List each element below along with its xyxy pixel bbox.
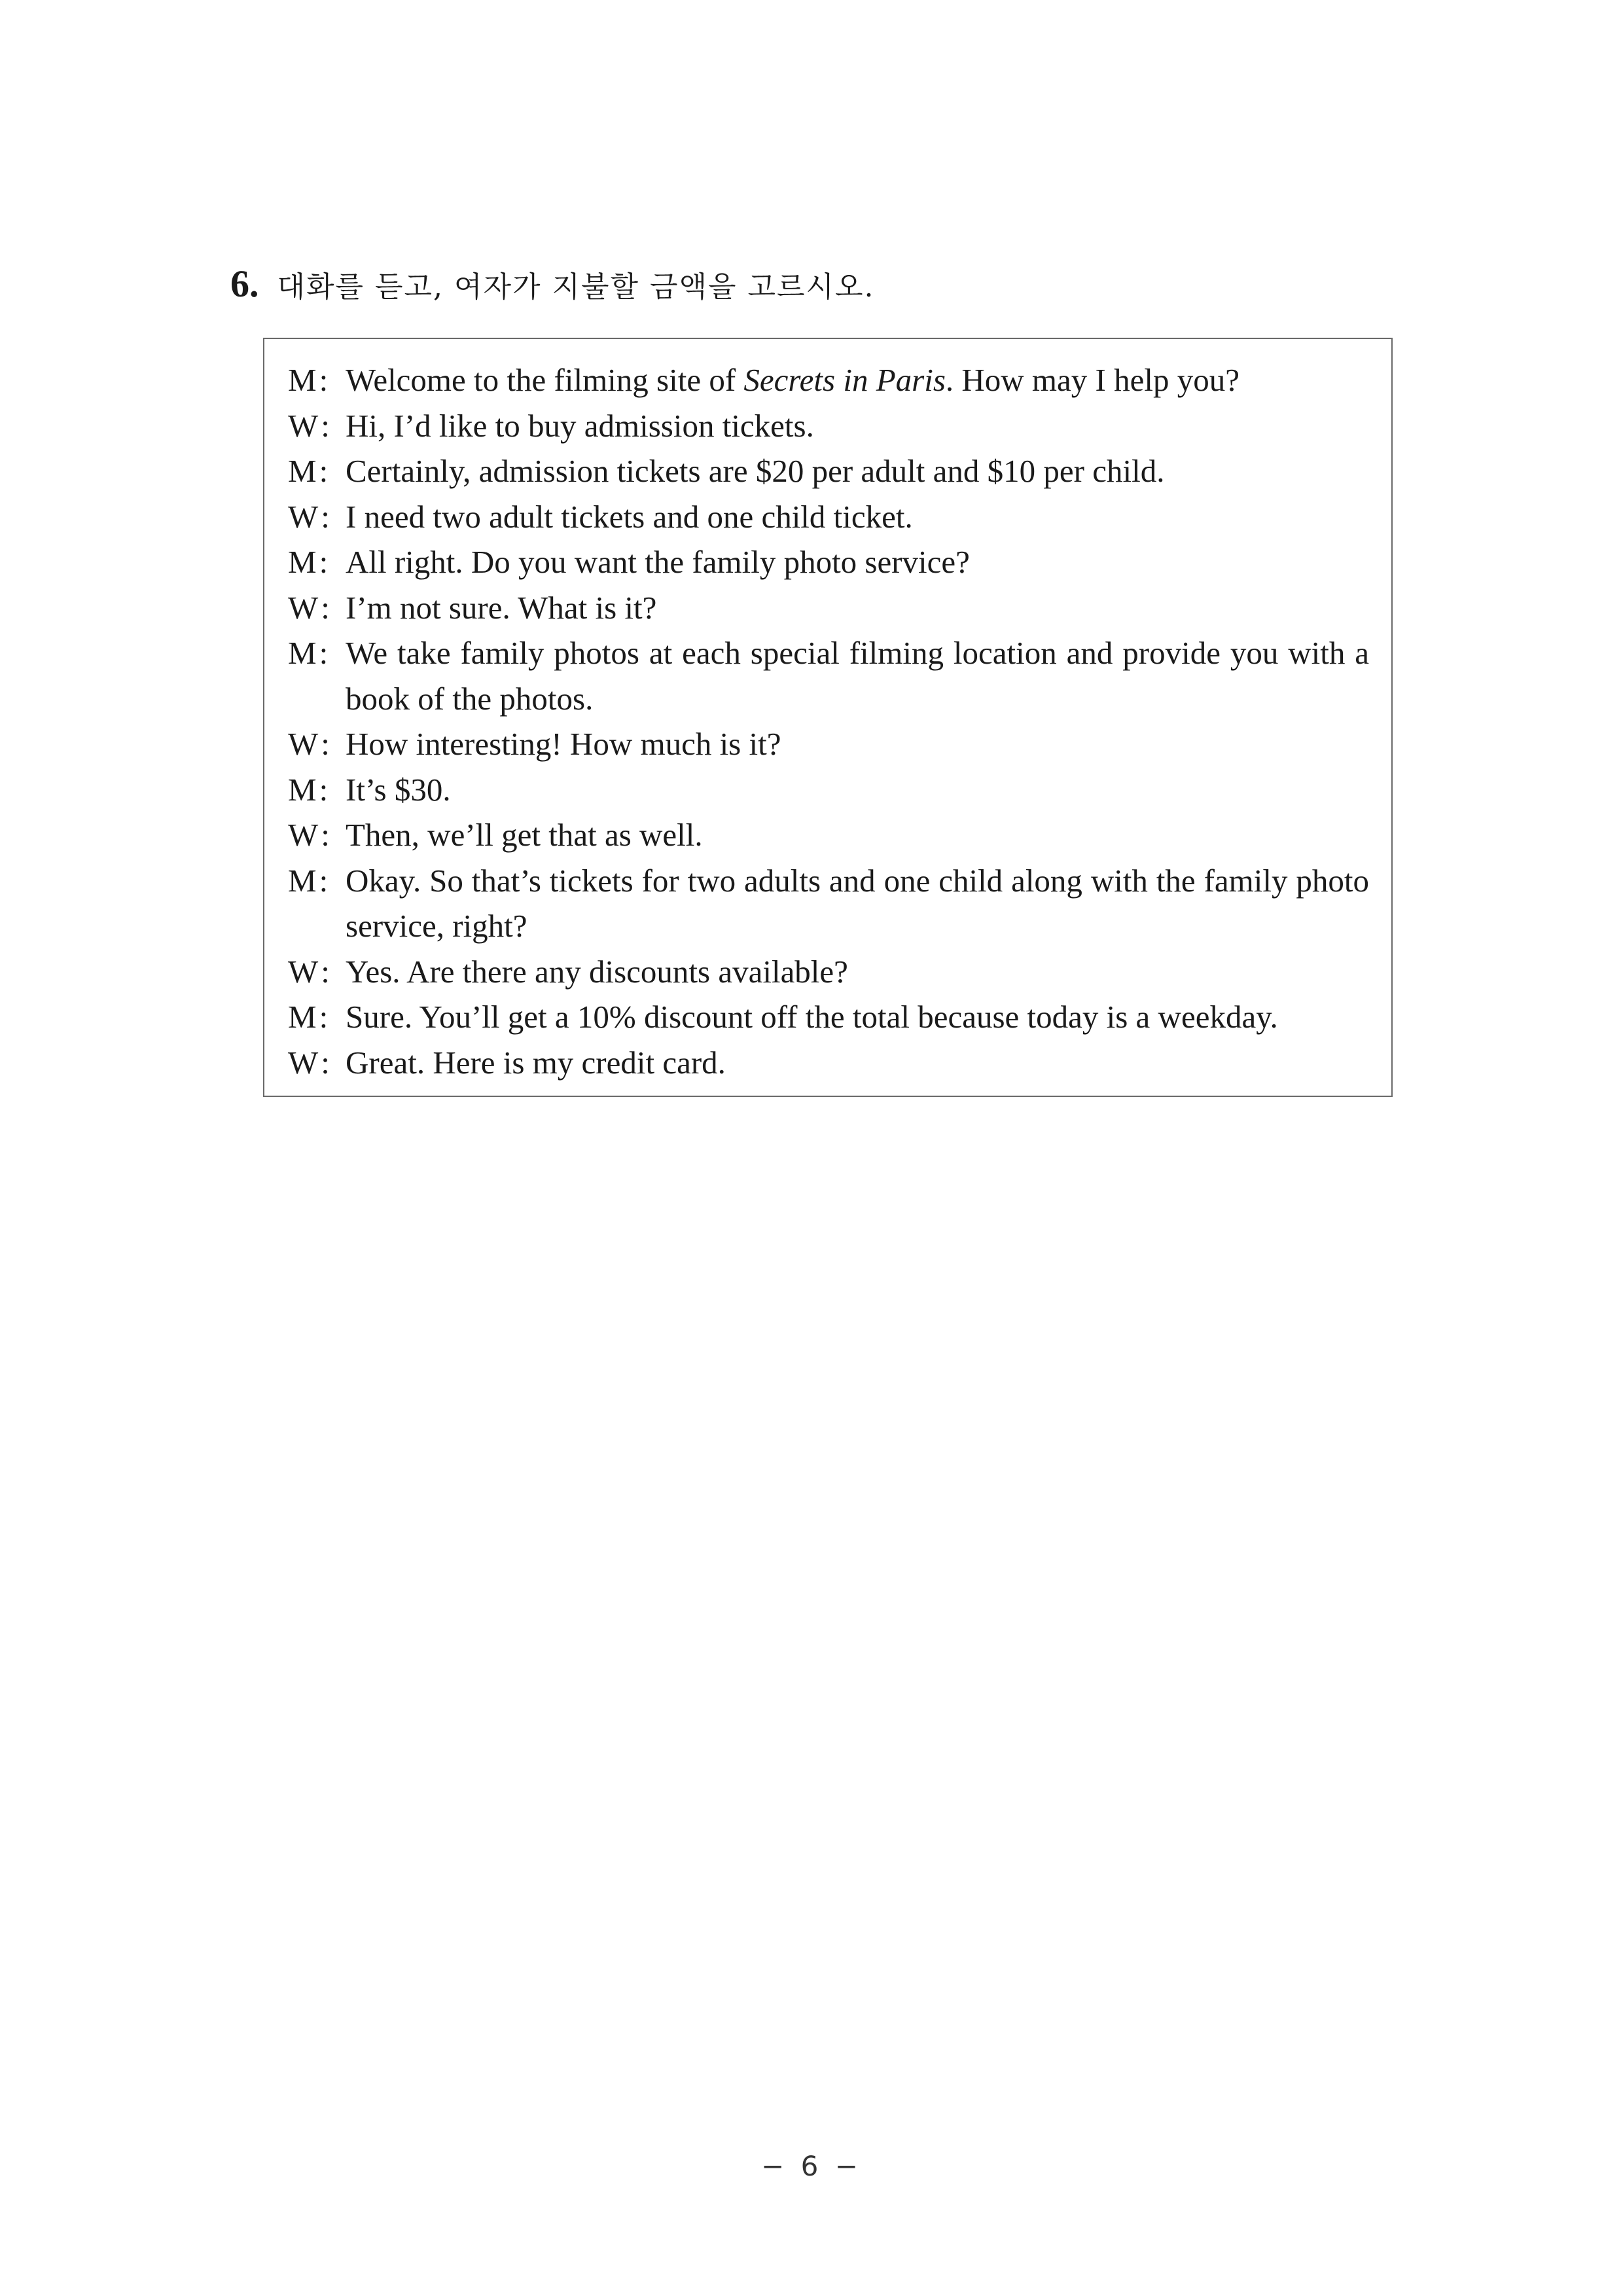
speaker-label: M: xyxy=(288,362,329,398)
utterance: Yes. Are there any discounts available? xyxy=(346,953,848,990)
utterance: Okay. So that’s tickets for two adults and one child along with the family photo service, right? xyxy=(346,862,1369,944)
utterance: Sure. You’ll get a 10% discount off the total because today is a weekday. xyxy=(346,999,1278,1035)
utterance: Hi, I’d like to buy admission tickets. xyxy=(346,407,814,444)
speaker-label: M: xyxy=(288,544,329,580)
utterance: Then, we’ll get that as well. xyxy=(346,817,703,853)
dialogue-line xyxy=(288,357,1369,403)
speaker-label: W: xyxy=(288,726,330,762)
utterance: Great. Here is my credit card. xyxy=(346,1044,726,1081)
dialogue-line xyxy=(288,949,1369,995)
dialogue-box xyxy=(263,338,1393,1097)
dialogue-line xyxy=(288,721,1369,767)
dialogue-line xyxy=(288,494,1369,540)
page-number: − 6 − xyxy=(761,2150,862,2182)
dialogue-line xyxy=(288,812,1369,858)
utterance: I need two adult tickets and one child ticket. xyxy=(346,498,913,535)
speaker-label: W: xyxy=(288,407,330,444)
speaker-label: M: xyxy=(288,862,329,899)
dialogue-line xyxy=(288,994,1369,1040)
dialogue-line xyxy=(288,630,1369,721)
speaker-label: W: xyxy=(288,498,330,535)
speaker-label: W: xyxy=(288,817,330,853)
film-title: Secrets in Paris xyxy=(743,362,946,398)
speaker-label: M: xyxy=(288,635,329,671)
dialogue-line xyxy=(288,585,1369,631)
utterance: How interesting! How much is it? xyxy=(346,726,781,762)
question-header xyxy=(230,262,874,306)
utterance: I’m not sure. What is it? xyxy=(346,589,657,626)
speaker-label: W: xyxy=(288,1044,330,1081)
utterance: Welcome to the filming site of Secrets in Paris. How may I help you? xyxy=(346,362,1240,398)
dialogue-line xyxy=(288,858,1369,949)
utterance: All right. Do you want the family photo service? xyxy=(346,544,970,580)
dialogue-line xyxy=(288,767,1369,813)
dialogue-line xyxy=(288,403,1369,449)
question-number: 6. xyxy=(230,262,259,305)
utterance: We take family photos at each special filming location and provide you with a book of the photos. xyxy=(346,635,1369,717)
dialogue-line xyxy=(288,539,1369,585)
speaker-label: M: xyxy=(288,771,329,808)
dialogue-line xyxy=(288,448,1369,494)
speaker-label: W: xyxy=(288,953,330,990)
speaker-label: M: xyxy=(288,453,329,489)
question-prompt: 대화를 듣고, 여자가 지불할 금액을 고르시오. xyxy=(277,270,875,304)
speaker-label: W: xyxy=(288,589,330,626)
speaker-label: M: xyxy=(288,999,329,1035)
utterance: It’s $30. xyxy=(346,771,451,808)
dialogue-line xyxy=(288,1040,1369,1086)
utterance: Certainly, admission tickets are $20 per adult and $10 per child. xyxy=(346,453,1165,489)
